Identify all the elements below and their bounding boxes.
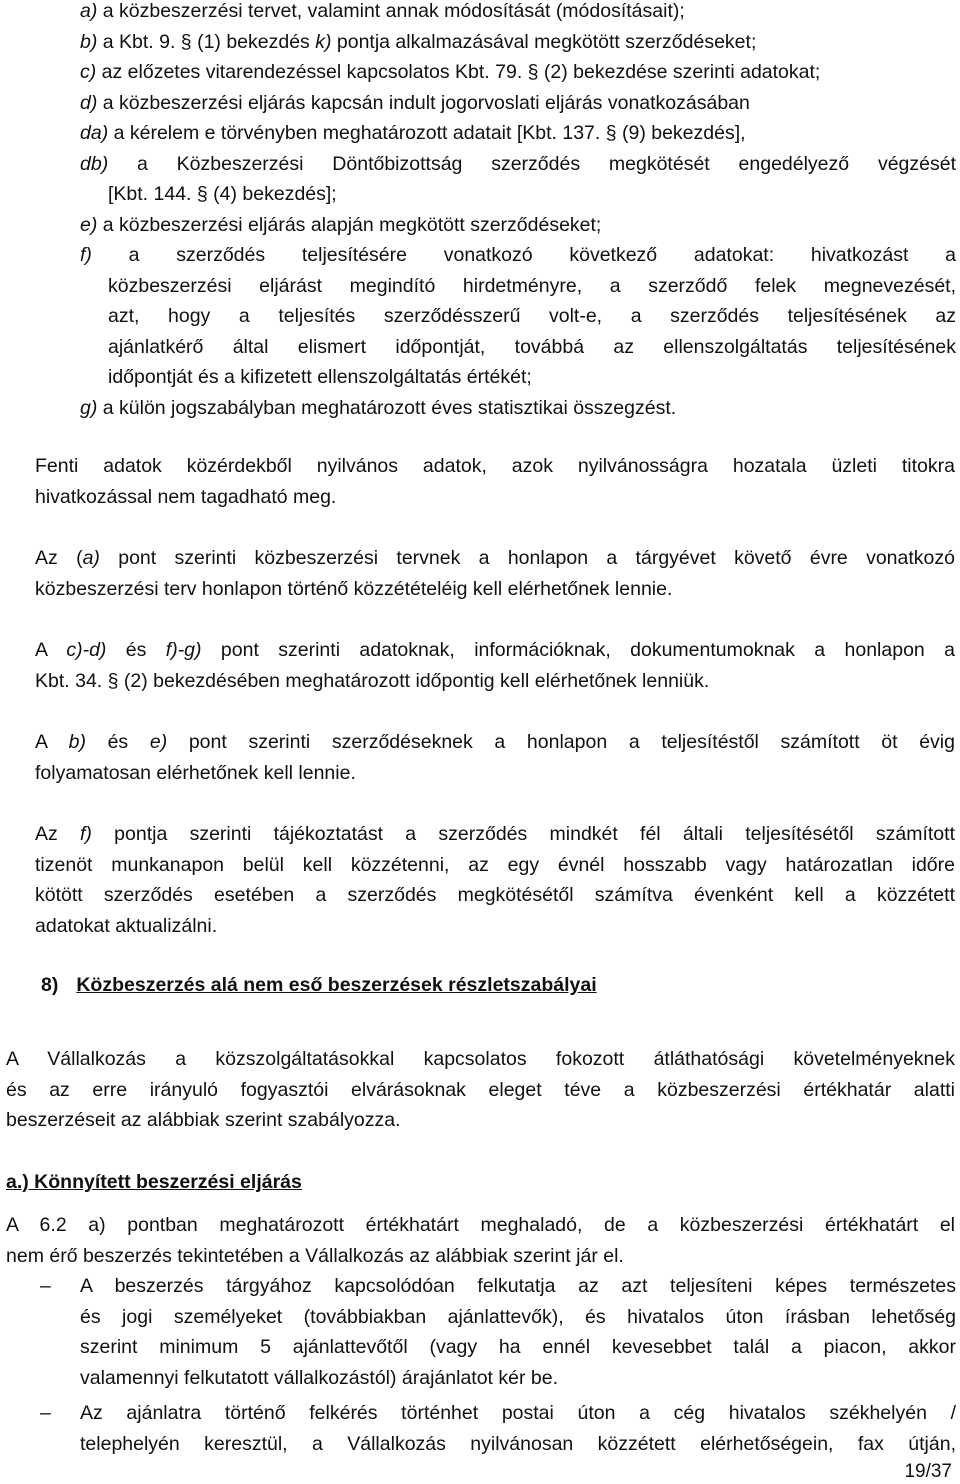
paragraph-plan-availability	[35, 543, 955, 604]
list-item-e: e) a közbeszerzési eljárás alapján megkötött szerződéseket;	[80, 213, 602, 236]
subsection-heading	[6, 1167, 302, 1197]
paragraph-line: adatokat aktualizálni.	[35, 914, 218, 937]
list-item-db: db) a Közbeszerzési Döntőbizottság szerződés megkötését engedélyező végzését	[80, 152, 956, 175]
list-item-db-cont: [Kbt. 144. § (4) bekezdés];	[108, 183, 337, 205]
bullet-line: és jogi személyeket (továbbiakban ajánlattevők), és hivatalos úton írásban lehetőség	[80, 1305, 956, 1328]
list-item-a: a) a közbeszerzési tervet, valamint annak módosítását (módosításait);	[80, 0, 685, 22]
bullet-line: Az ajánlatra történő felkérés történhet postai úton a cég hivatalos székhelyén /	[80, 1402, 956, 1424]
list-item-f-line2: közbeszerzési eljárást megindító hirdetményre, a szerződő felek megnevezését,	[108, 274, 956, 297]
paragraph-fulfilment-info	[35, 819, 955, 941]
section-heading	[41, 970, 597, 1000]
paragraph-line: A b) és e) pont szerinti szerződéseknek a honlapon a teljesítéstől számított öt évig	[35, 731, 955, 753]
paragraph-line: és az erre irányuló fogyasztói elvárásoknak eleget téve a közbeszerzési értékhatár alatti	[6, 1078, 955, 1101]
list-item-f-line4: ajánlatkérő által elismert időpontját, továbbá az ellenszolgáltatás teljesítésének	[108, 335, 956, 358]
paragraph-contract-availability	[35, 727, 955, 788]
paragraph-line: Fenti adatok közérdekből nyilvános adatok, azok nyilvánosságra hozatala üzleti titokra	[35, 455, 955, 477]
paragraph-line: beszerzéseit az alábbiak szerint szabályozza.	[6, 1109, 401, 1131]
list-item-b: b) a Kbt. 9. § (1) bekezdés k) pontja alkalmazásával megkötött szerződéseket;	[80, 30, 757, 53]
bullet-line: A beszerzés tárgyához kapcsolódóan felkutatja az azt teljesíteni képes természetes	[80, 1275, 956, 1297]
section-number: 8)	[41, 974, 59, 996]
subsection-title: a.) Könnyített beszerzési eljárás	[6, 1171, 302, 1193]
bullet-line: valamennyi felkutatott vállalkozástól) árajánlatot kér be.	[80, 1366, 558, 1389]
bullet-dash: –	[40, 1275, 51, 1297]
paragraph-line: Az f) pontja szerinti tájékoztatást a szerződés mindkét fél általi teljesítésétől számított	[35, 823, 955, 845]
paragraph-line: hivatkozással nem tagadható meg.	[35, 485, 337, 508]
disclosure-list	[80, 0, 956, 423]
paragraph-line: folyamatosan elérhetőnek kell lennie.	[35, 761, 356, 784]
bullet-item	[80, 1271, 956, 1393]
paragraph-line: közbeszerzési terv honlapon történő közzétételéig kell elérhetőnek lennie.	[35, 577, 673, 600]
paragraph-line: A Vállalkozás a közszolgáltatásokkal kapcsolatos fokozott átláthatósági követelményeknek	[6, 1048, 955, 1070]
bullet-dash: –	[40, 1402, 51, 1424]
paragraph-sub-intro	[6, 1210, 955, 1271]
bullet-line: telephelyén keresztül, a Vállalkozás nyilvánosan közzétett elérhetőségein, fax útján,	[80, 1432, 956, 1455]
list-item-f-line3: azt, hogy a teljesítés szerződésszerű volt-e, a szerződés teljesítésének az	[108, 305, 956, 327]
paragraph-line: A 6.2 a) pontban meghatározott értékhatárt meghaladó, de a közbeszerzési értékhatárt el	[6, 1214, 955, 1236]
paragraph-line: Kbt. 34. § (2) bekezdésében meghatározott időpontig kell elérhetőnek lenniük.	[35, 669, 710, 692]
list-item-da: da) a kérelem e törvényben meghatározott adatait [Kbt. 137. § (9) bekezdés],	[80, 122, 746, 144]
paragraph-line: tizenöt munkanapon belül kell közzétenni, az egy évnél hosszabb vagy határozatlan időre	[35, 853, 955, 876]
bullet-line: szerint minimum 5 ajánlattevőtől (vagy ha ennél kevesebbet talál a piacon, akkor	[80, 1336, 956, 1358]
paragraph-intro	[6, 1044, 955, 1136]
paragraph-public-data	[35, 451, 955, 512]
paragraph-line: kötött szerződés esetében a szerződés megkötésétől számítva évenként kell a közzétett	[35, 884, 955, 906]
paragraph-line: nem érő beszerzés tekintetében a Vállalkozás az alábbiak szerint jár el.	[6, 1244, 624, 1267]
paragraph-line: Az (a) pont szerinti közbeszerzési tervnek a honlapon a tárgyévet követő évre vonatkozó	[35, 547, 955, 569]
list-item-f-line5: időpontját és a kifizetett ellenszolgáltatás értékét;	[108, 366, 532, 388]
list-item-d: d) a közbeszerzési eljárás kapcsán indult jogorvoslati eljárás vonatkozásában	[80, 91, 750, 114]
list-item-g: g) a külön jogszabályban meghatározott éves statisztikai összegzést.	[80, 396, 677, 419]
bullet-item	[80, 1398, 956, 1459]
list-item-c: c) az előzetes vitarendezéssel kapcsolatos Kbt. 79. § (2) bekezdése szerinti adatokat;	[80, 61, 821, 83]
paragraph-data-availability	[35, 635, 955, 696]
section-title: Közbeszerzés alá nem eső beszerzések részletszabályai	[76, 974, 597, 996]
paragraph-line: A c)-d) és f)-g) pont szerinti adatoknak, információknak, dokumentumoknak a honlapon a	[35, 639, 955, 661]
list-item-f: f) a szerződés teljesítésére vonatkozó következő adatokat: hivatkozást a	[80, 244, 956, 266]
page-number: 19/37	[904, 1461, 952, 1482]
